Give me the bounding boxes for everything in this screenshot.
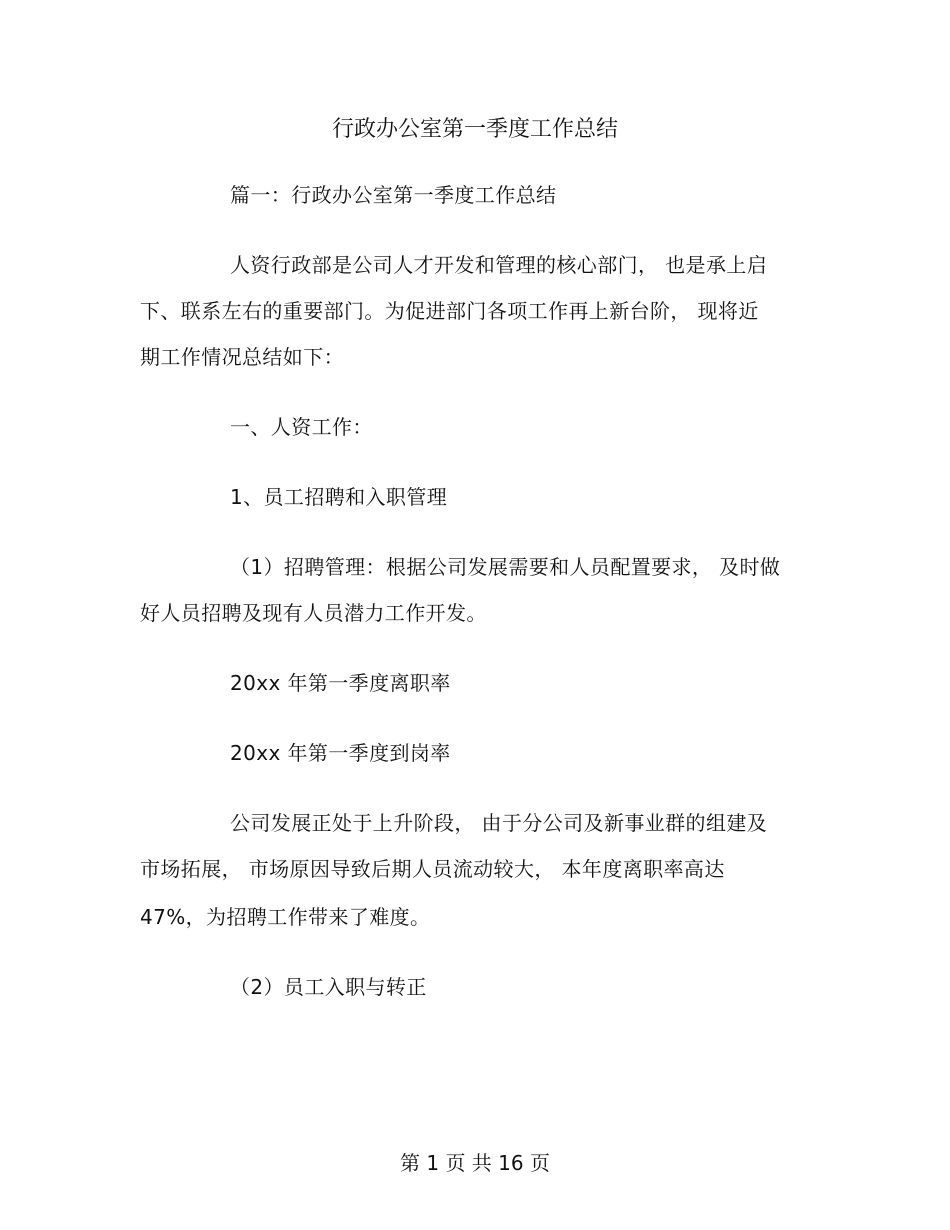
paragraph-line: 下、联系左右的重要部门。为促进部门各项工作再上新台阶， 现将近: [140, 299, 759, 323]
paragraph-line: 公司发展正处于上升阶段， 由于分公司及新事业群的组建及: [230, 811, 768, 835]
paragraph-line: 期工作情况总结如下：: [140, 345, 344, 369]
paragraph-line: （1）招聘管理：根据公司发展需要和人员配置要求， 及时做: [230, 555, 781, 579]
paragraph-line: 人资行政部是公司人才开发和管理的核心部门， 也是承上启: [230, 253, 768, 277]
paragraph-line: 20xx 年第一季度离职率: [230, 671, 451, 695]
paragraph-line: 市场拓展， 市场原因导致后期人员流动较大， 本年度离职率高达: [140, 857, 725, 881]
subsection-heading: 1、员工招聘和入职管理: [230, 485, 448, 509]
subsection-heading: （2）员工入职与转正: [230, 975, 427, 999]
section-heading: 篇一：行政办公室第一季度工作总结: [230, 183, 557, 207]
paragraph-line: 47%，为招聘工作带来了难度。: [140, 905, 431, 929]
paragraph-line: 20xx 年第一季度到岗率: [230, 741, 451, 765]
section-heading: 一、人资工作：: [230, 415, 373, 439]
paragraph-line: 好人员招聘及现有人员潜力工作开发。: [140, 601, 487, 625]
page-footer: 第 1 页 共 16 页: [400, 1151, 550, 1175]
document-title: 行政办公室第一季度工作总结: [331, 117, 618, 142]
